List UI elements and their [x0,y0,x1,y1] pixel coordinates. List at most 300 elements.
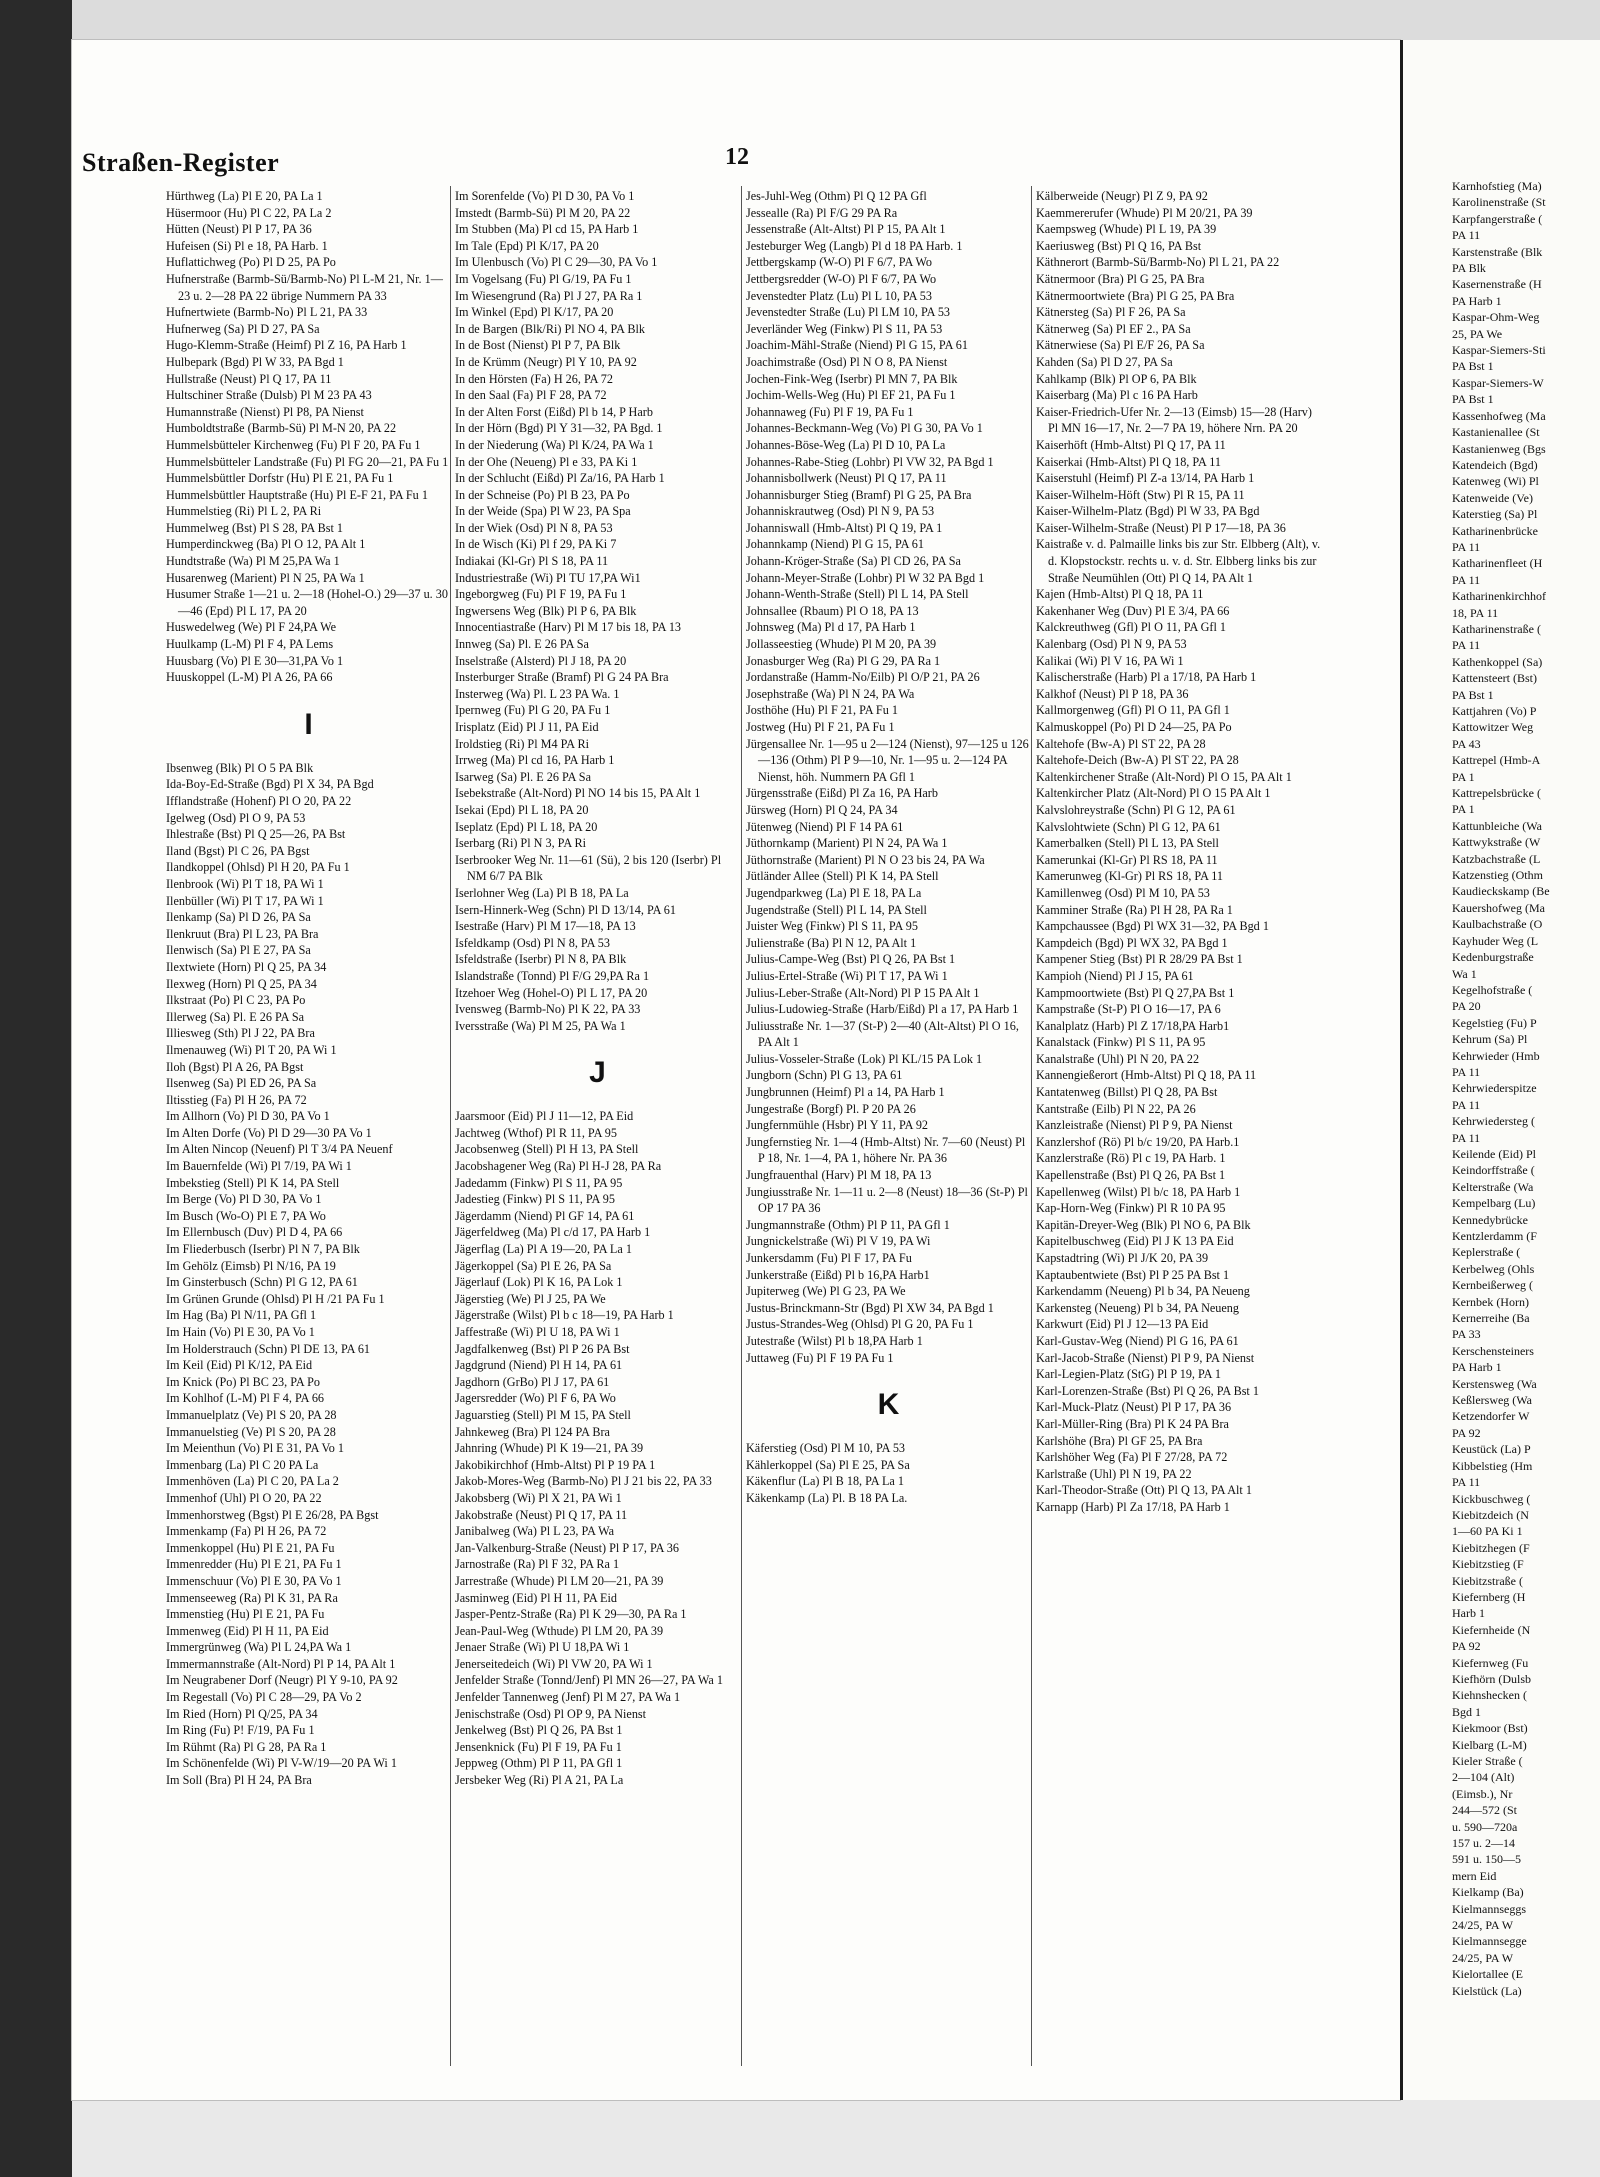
street-entry: Julienstraße (Ba) Pl N 12, PA Alt 1 [746,935,917,950]
street-entry: PA 1 [1452,802,1475,817]
street-entry: Kiekmoor (Bst) [1452,1721,1528,1736]
street-entry: Jakobikirchhof (Hmb-Altst) Pl P 19 PA 1 [455,1457,656,1472]
street-entry: Kampdeich (Bgd) Pl WX 32, PA Bgd 1 [1036,935,1228,950]
street-entry: Karl-Muck-Platz (Neust) Pl P 17, PA 36 [1036,1400,1232,1415]
street-entry: Im Soll (Bra) Pl H 24, PA Bra [166,1773,312,1788]
street-entry: Kanalstraße (Uhl) Pl N 20, PA 22 [1036,1051,1200,1066]
street-entry: Keplerstraße ( [1452,1245,1521,1260]
street-entry: Kattwykstraße (W [1452,835,1541,850]
street-entry: Im Hag (Ba) Pl N/11, PA Gfl 1 [166,1308,317,1323]
street-entry: Jägerstraße (Wilst) Pl b c 18—19, PA Harb 1 [455,1308,674,1323]
street-entry: Juliusstraße Nr. 1—37 (St-P) 2—40 (Alt-Altst) Pl O 16, PA Alt 1 [746,1018,1019,1050]
street-entry: Jugendparkweg (La) Pl E 18, PA La [746,885,922,900]
street-entry: PA 11 [1452,1130,1481,1145]
entry-list-j-cont [746,188,1031,1366]
street-entry: Ilsenweg (Sa) Pl ED 26, PA Sa [166,1076,317,1091]
street-entry: Johannisburger Stieg (Bramf) Pl G 25, PA Bra [746,487,972,502]
street-entry: Innocentiastraße (Harv) Pl M 17 bis 18, PA 13 [455,620,682,635]
street-entry: Isebekstraße (Alt-Nord) Pl NO 14 bis 15, PA Alt 1 [455,786,701,801]
street-entry: Kapstadtring (Wi) Pl J/K 20, PA 39 [1036,1251,1209,1265]
street-entry: Im Ginsterbusch (Schn) Pl G 12, PA 61 [166,1275,358,1290]
street-entry: Kielkamp (Ba) [1452,1885,1524,1900]
street-entry: Kampmoortwiete (Bst) Pl Q 27,PA Bst 1 [1036,985,1235,1000]
street-entry: Iroldstieg (Ri) Pl M4 PA Ri [455,736,589,751]
street-entry: Jollasseestieg (Whude) Pl M 20, PA 39 [746,637,937,652]
street-entry: Kätnersteg (Sa) Pl F 26, PA Sa [1036,305,1186,320]
street-entry: Kaptaubentwiete (Bst) Pl P 25 PA Bst 1 [1036,1267,1230,1282]
street-entry: Juister Weg (Finkw) Pl S 11, PA 95 [746,919,918,934]
street-entry: Kielmannsegge [1452,1934,1527,1949]
street-entry: Hütten (Neust) Pl P 17, PA 36 [166,222,312,237]
street-entry: Ilenkruut (Bra) Pl L 23, PA Bra [166,926,319,941]
street-entry: PA 11 [1452,228,1481,243]
street-entry: Immenseeweg (Ra) Pl K 31, PA Ra [166,1590,338,1605]
street-entry: Illiesweg (Sth) Pl J 22, PA Bra [166,1026,315,1041]
street-entry: Ibsenweg (Blk) Pl O 5 PA Blk [166,760,314,775]
street-entry: Johannaweg (Fu) Pl F 19, PA Fu 1 [746,404,914,419]
street-entry: Karnhofstieg (Ma) [1452,179,1542,193]
street-entry: Kaudieckskamp (Be [1452,884,1550,899]
street-entry: Kajen (Hmb-Altst) Pl Q 18, PA 11 [1036,587,1204,602]
entry-list-j [455,1108,740,1788]
street-entry: Im Tale (Epd) Pl K/17, PA 20 [455,238,599,253]
street-entry: PA Harb 1 [1452,1360,1502,1375]
entry-list-k-cont [1036,188,1321,1516]
street-entry: Kattrepelsbrücke ( [1452,786,1541,801]
street-entry: u. 590—720a [1452,1819,1518,1834]
street-entry: Iloh (Bgst) Pl A 26, PA Bgst [166,1059,304,1074]
street-entry: Iserbrooker Weg Nr. 11—61 (Sü), 2 bis 120 (Iserbr) Pl NM 6/7 PA Blk [455,852,722,884]
street-entry: Jägerdamm (Niend) Pl GF 14, PA 61 [455,1208,635,1223]
street-entry: Kahden (Sa) Pl D 27, PA Sa [1036,354,1173,369]
street-entry: Jesteburger Weg (Langb) Pl d 18 PA Harb. 1 [746,238,963,253]
street-entry: Katendeich (Bgd) [1452,457,1538,472]
street-entry: Jan-Valkenburg-Straße (Neust) Pl P 17, PA 36 [455,1540,679,1555]
street-entry: Johannes-Beckmann-Weg (Vo) Pl G 30, PA Vo 1 [746,421,983,436]
column-1 [166,188,451,1789]
street-entry: Jettbergskamp (W-O) Pl F 6/7, PA Wo [746,255,933,270]
street-entry: Kamerunkai (Kl-Gr) Pl RS 18, PA 11 [1036,852,1218,867]
street-entry: Katzenstieg (Othm [1452,868,1543,883]
street-entry: In der Ohe (Neueng) Pl e 33, PA Ki 1 [455,454,638,469]
street-entry: Hugo-Klemm-Straße (Heimf) Pl Z 16, PA Harb 1 [166,338,407,353]
street-entry: Karl-Müller-Ring (Bra) Pl K 24 PA Bra [1036,1416,1229,1431]
street-entry: Hüsermoor (Hu) Pl C 22, PA La 2 [166,205,332,220]
street-entry: Kayhuder Weg (L [1452,933,1539,948]
street-entry: Im Knick (Po) Pl BC 23, PA Po [166,1374,320,1389]
street-entry: Jenkelweg (Bst) Pl Q 26, PA Bst 1 [455,1723,623,1738]
street-entry: Katenweide (Ve) [1452,490,1533,505]
column-4 [1036,188,1321,1516]
street-entry: Kiebitzdeich (N [1452,1507,1529,1522]
street-entry: Kielbarg (L-M) [1452,1737,1527,1752]
street-entry: Hullstraße (Neust) Pl Q 17, PA 11 [166,371,332,386]
street-entry: Humboldtstraße (Barmb-Sü) Pl M-N 20, PA 22 [166,421,397,436]
section-letter-i: I [304,707,313,741]
street-entry: PA Bst 1 [1452,392,1494,407]
street-entry: Käkenkamp (La) Pl. B 18 PA La. [746,1490,908,1505]
street-entry: Jupiterweg (We) Pl G 23, PA We [746,1284,906,1299]
street-entry: PA 11 [1452,1064,1481,1079]
street-entry: Julius-Leber-Straße (Alt-Nord) Pl P 15 PA Alt 1 [746,985,980,1000]
street-entry: Kätnerwiese (Sa) Pl E/F 26, PA Sa [1036,338,1205,353]
street-entry: Kampener Stieg (Bst) Pl R 28/29 PA Bst 1 [1036,952,1243,967]
street-entry: Jes-Juhl-Weg (Othm) Pl Q 12 PA Gfl [746,189,927,203]
street-entry: Johannkamp (Niend) Pl G 15, PA 61 [746,537,924,552]
street-entry: Immenbarg (La) Pl C 20 PA La [166,1457,319,1472]
street-entry: Kalckreuthweg (Gfl) Pl O 11, PA Gfl 1 [1036,620,1227,635]
street-entry: Huuskoppel (L-M) Pl A 26, PA 66 [166,670,333,685]
street-entry: Jägerstieg (We) Pl J 25, PA We [455,1291,606,1306]
street-entry: Jacobsenweg (Stell) Pl H 13, PA Stell [455,1142,639,1157]
street-entry: Kampioh (Niend) Pl J 15, PA 61 [1036,968,1194,983]
street-entry: Kanzlerstraße (Rö) Pl c 19, PA Harb. 1 [1036,1151,1226,1166]
street-entry: Karkensteg (Neueng) Pl b 34, PA Neueng [1036,1300,1239,1315]
street-entry: Im Hain (Vo) Pl E 30, PA Vo 1 [166,1325,315,1339]
street-entry: PA Blk [1452,261,1486,276]
street-entry: Jürgensstraße (Eißd) Pl Za 16, PA Harb [746,786,938,801]
street-entry: Ketzendorfer W [1452,1409,1530,1424]
street-entry: Junkersdamm (Fu) Pl F 17, PA Fu [746,1251,912,1265]
street-entry: In de Bost (Nienst) Pl P 7, PA Blk [455,338,621,353]
street-entry: Kaiser-Wilhelm-Platz (Bgd) Pl W 33, PA Bgd [1036,504,1260,519]
street-entry: Kentzlerdamm (F [1452,1229,1537,1243]
street-entry: Kälberweide (Neugr) Pl Z 9, PA 92 [1036,189,1208,203]
street-entry: (Eimsb.), Nr [1452,1786,1513,1801]
street-entry: Jasminweg (Eid) Pl H 11, PA Eid [455,1590,617,1605]
street-entry: Ilenwisch (Sa) Pl E 27, PA Sa [166,943,311,958]
street-entry: Ilenbrook (Wi) Pl T 18, PA Wi 1 [166,876,324,891]
street-entry: Jostweg (Hu) Pl F 21, PA Fu 1 [746,720,895,734]
street-entry: Kallmorgenweg (Gfl) Pl O 11, PA Gfl 1 [1036,703,1230,718]
street-entry: Kählerkoppel (Sa) Pl E 25, PA Sa [746,1457,910,1472]
street-entry: Industriestraße (Wi) Pl TU 17,PA Wi1 [455,570,641,585]
street-entry: Jungborn (Schn) Pl G 13, PA 61 [746,1068,903,1083]
street-entry: Katerstieg (Sa) Pl [1452,507,1538,522]
street-entry: Karlstraße (Uhl) Pl N 19, PA 22 [1036,1466,1192,1481]
street-entry: Immermannstraße (Alt-Nord) Pl P 14, PA Alt 1 [166,1656,396,1671]
street-entry: Käkenflur (La) Pl B 18, PA La 1 [746,1474,904,1489]
street-entry: Karl-Jacob-Straße (Nienst) Pl P 9, PA Nienst [1036,1350,1255,1365]
street-entry: Jadedamm (Finkw) Pl S 11, PA 95 [455,1175,623,1190]
street-entry: PA Harb 1 [1452,293,1502,308]
street-entry: Im Vogelsang (Fu) Pl G/19, PA Fu 1 [455,271,632,286]
street-entry: Kaiser-Wilhelm-Straße (Neust) Pl P 17—18, PA 36 [1036,520,1286,535]
street-entry: Kielmannseggs [1452,1901,1526,1916]
street-entry: Keindorffstraße ( [1452,1163,1535,1178]
street-entry: Iversstraße (Wa) Pl M 25, PA Wa 1 [455,1018,626,1033]
street-entry: Hummelstieg (Ri) Pl L 2, PA Ri [166,504,322,519]
street-entry: Kerschensteiners [1452,1343,1534,1358]
street-entry: 18, PA 11 [1452,605,1499,620]
street-entry: Jagdhorn (GrBo) Pl J 17, PA 61 [455,1374,610,1389]
street-entry: Husumer Straße 1—21 u. 2—18 (Hohel-O.) 29—37 u. 30—46 (Epd) Pl L 17, PA 20 [166,587,448,618]
scan-top-margin [0,0,1600,42]
street-entry: Husarenweg (Marient) Pl N 25, PA Wa 1 [166,570,365,585]
street-entry: Kelterstraße (Wa [1452,1179,1534,1194]
street-entry: Kamillenweg (Osd) Pl M 10, PA 53 [1036,885,1210,900]
street-entry: Jungfernstieg Nr. 1—4 (Hmb-Altst) Nr. 7—60 (Neust) Pl P 18, Nr. 1—4, PA 1, höhere Nr. PA 36 [746,1134,1026,1166]
street-entry: Kaltenkircher Platz (Alt-Nord) Pl O 15 PA Alt 1 [1036,786,1271,801]
street-entry: In de Wisch (Ki) Pl f 29, PA Ki 7 [455,537,617,552]
street-entry: Kaiserkai (Hmb-Altst) Pl Q 18, PA 11 [1036,454,1221,469]
street-entry: Im Rühmt (Ra) Pl G 28, PA Ra 1 [166,1739,327,1754]
street-entry: Jenerseitedeich (Wi) Pl VW 20, PA Wi 1 [455,1656,653,1671]
street-entry: Jungfrauenthal (Harv) Pl M 18, PA 13 [746,1168,932,1183]
street-entry: Hultschiner Straße (Dulsb) Pl M 23 PA 43 [166,388,372,403]
street-entry: Jordanstraße (Hamm-No/Eilb) Pl O/P 21, PA 26 [746,670,980,685]
street-entry: Kegelhofstraße ( [1452,982,1533,997]
page-number: 12 [725,144,749,170]
street-entry: Jahnkeweg (Bra) Pl 124 PA Bra [455,1424,610,1439]
street-entry: Insterweg (Wa) Pl. L 23 PA Wa. 1 [455,686,620,701]
street-entry: Immenstieg (Hu) Pl E 21, PA Fu [166,1607,325,1622]
street-entry: Harb 1 [1452,1606,1485,1621]
street-entry: Kalmuskoppel (Po) Pl D 24—25, PA Po [1036,720,1232,734]
street-entry: In der Niederung (Wa) Pl K/24, PA Wa 1 [455,437,654,452]
street-entry: Janibalweg (Wa) Pl L 23, PA Wa [455,1524,615,1539]
street-entry: Jägerlauf (Lok) Pl K 16, PA Lok 1 [455,1275,623,1290]
street-entry: Jungestraße (Borgf) Pl. P 20 PA 26 [746,1101,916,1116]
street-entry: Jaguarstieg (Stell) Pl M 15, PA Stell [455,1407,631,1422]
street-entry: In der Schneise (Po) Pl B 23, PA Po [455,487,630,502]
street-entry: Kalikai (Wi) Pl V 16, PA Wi 1 [1036,653,1184,668]
street-entry: Kaiserstuhl (Heimf) Pl Z-a 13/14, PA Harb 1 [1036,471,1255,486]
street-entry: Im Wiesengrund (Ra) Pl J 27, PA Ra 1 [455,288,643,303]
street-entry: PA 11 [1452,1097,1481,1112]
street-entry: Jaffestraße (Wi) Pl U 18, PA Wi 1 [455,1325,620,1339]
street-entry: Kantatenweg (Billst) Pl Q 28, PA Bst [1036,1085,1218,1100]
street-entry: Jessenstraße (Alt-Altst) Pl P 15, PA Alt 1 [746,222,946,237]
street-entry: Kiebitzstieg (F [1452,1557,1524,1572]
street-entry: Kannengießerort (Hmb-Altst) Pl Q 18, PA 11 [1036,1068,1257,1083]
column-divider [1031,186,1032,2066]
street-entry: PA 43 [1452,736,1481,751]
street-entry: Iserlohner Weg (La) Pl B 18, PA La [455,885,629,900]
street-entry: Johnsallee (Rbaum) Pl O 18, PA 13 [746,603,919,618]
street-entry: PA 33 [1452,1327,1481,1342]
entry-list-i [166,760,451,1789]
street-entry: Im Gehölz (Eimsb) Pl N/16, PA 19 [166,1258,336,1273]
street-entry: Kiehnshecken ( [1452,1688,1527,1703]
street-entry: Jutestraße (Wilst) Pl b 18,PA Harb 1 [746,1333,923,1348]
street-entry: Jevenstedter Platz (Lu) Pl L 10, PA 53 [746,288,932,303]
street-entry: Imbekstieg (Stell) Pl K 14, PA Stell [166,1175,340,1190]
street-entry: Im Berge (Vo) Pl D 30, PA Vo 1 [166,1192,322,1207]
street-entry: Hummelsbüttler Dorfstr (Hu) Pl E 21, PA Fu 1 [166,471,394,486]
street-entry: Karolinenstraße (St [1452,195,1546,210]
street-entry: Junkerstraße (Eißd) Pl b 16,PA Harb1 [746,1267,930,1282]
street-entry: Inselstraße (Alsterd) Pl J 18, PA 20 [455,653,627,668]
street-entry: Kätnerweg (Sa) Pl EF 2., PA Sa [1036,321,1191,336]
street-entry: Kanalplatz (Harb) Pl Z 17/18,PA Harb1 [1036,1018,1230,1033]
street-entry: Kiefernweg (Fu [1452,1655,1529,1670]
street-entry: Im Holderstrauch (Schn) Pl DE 13, PA 61 [166,1341,371,1356]
street-entry: Kaiser-Wilhelm-Höft (Stw) Pl R 15, PA 11 [1036,487,1245,502]
street-entry: Huusbarg (Vo) Pl E 30—31,PA Vo 1 [166,653,344,668]
street-entry: Kapitän-Dreyer-Weg (Blk) Pl NO 6, PA Blk [1036,1217,1251,1232]
street-entry: Ingeborgweg (Fu) Pl F 19, PA Fu 1 [455,587,627,602]
street-entry: Iseplatz (Epd) Pl L 18, PA 20 [455,819,598,834]
street-entry: Juttaweg (Fu) Pl F 19 PA Fu 1 [746,1350,894,1365]
street-entry: Kattjahren (Vo) P [1452,704,1537,718]
street-entry: Kamerunweg (Kl-Gr) Pl RS 18, PA 11 [1036,869,1223,884]
street-entry: Jonasburger Weg (Ra) Pl G 29, PA Ra 1 [746,653,941,668]
street-entry: Kanzlershof (Rö) Pl b/c 19/20, PA Harb.1 [1036,1134,1240,1149]
facing-page-column [1452,178,1600,1999]
street-entry: Immenhorstweg (Bgst) Pl E 26/28, PA Bgst [166,1507,379,1522]
street-entry: Insterburger Straße (Bramf) Pl G 24 PA Bra [455,670,669,685]
street-entry: Kattunbleiche (Wa [1452,818,1542,833]
street-entry: Imstedt (Barmb-Sü) Pl M 20, PA 22 [455,205,631,220]
street-entry: Hummelsbütteler Landstraße (Fu) Pl FG 20—21, PA Fu 1 [166,454,449,469]
column-2 [455,188,740,1789]
street-entry: Im Ring (Fu) P! F/19, PA Fu 1 [166,1723,315,1738]
street-entry: Kieler Straße ( [1452,1754,1523,1768]
street-entry: Kastanienallee (St [1452,425,1540,440]
street-entry: Kaulbachstraße (O [1452,917,1543,932]
street-entry: Jakobsberg (Wi) Pl X 21, PA Wi 1 [455,1490,622,1505]
street-entry: Josephstraße (Wa) Pl N 24, PA Wa [746,686,915,701]
scan-left-border [0,0,72,2177]
street-entry: Kedenburgstraße [1452,950,1534,965]
street-entry: Kehrwiederspitze [1452,1081,1537,1096]
street-entry: Jean-Paul-Weg (Wthude) Pl LM 20, PA 39 [455,1623,664,1638]
street-entry: Kaspar-Siemers-Sti [1452,343,1546,358]
street-entry: Kiebitzhegen (F [1452,1540,1530,1555]
street-entry: Im Allhorn (Vo) Pl D 30, PA Vo 1 [166,1109,330,1124]
street-entry: Im Bauernfelde (Wi) Pl 7/19, PA Wi 1 [166,1159,352,1174]
street-entry: Kaltenkirchener Straße (Alt-Nord) Pl O 15, PA Alt 1 [1036,769,1292,784]
street-entry: Jenischstraße (Osd) Pl OP 9, PA Nienst [455,1706,647,1721]
street-entry: Keßlersweg (Wa [1452,1393,1532,1408]
street-entry: Jugendstraße (Stell) Pl L 14, PA Stell [746,902,927,917]
street-entry: In der Alten Forst (Eißd) Pl b 14, P Harb [455,404,653,419]
street-entry: Karkendamm (Neueng) Pl b 34, PA Neueng [1036,1284,1250,1299]
street-entry: Kapellenstraße (Bst) Pl Q 26, PA Bst 1 [1036,1168,1226,1183]
street-entry: Humperdinckweg (Ba) Pl O 12, PA Alt 1 [166,537,366,552]
street-entry: Kapitelbuschweg (Eid) Pl J K 13 PA Eid [1036,1234,1234,1249]
street-entry: Kernbeißerweg ( [1452,1278,1533,1293]
street-entry: Ifflandstraße (Hohenf) Pl O 20, PA 22 [166,794,352,808]
street-entry: Im Ried (Horn) Pl Q/25, PA 34 [166,1706,318,1721]
street-entry: Kalkhof (Neust) Pl P 18, PA 36 [1036,686,1189,701]
street-entry: Wa 1 [1452,966,1477,981]
street-entry: Jägerkoppel (Sa) Pl E 26, PA Sa [455,1258,612,1273]
street-entry: Immenschuur (Vo) Pl E 30, PA Vo 1 [166,1573,342,1588]
street-entry: Johannisbollwerk (Neust) Pl Q 17, PA 11 [746,471,947,486]
street-entry: Im Regestall (Vo) Pl C 28—29, PA Vo 2 [166,1690,362,1705]
street-entry: Kalischerstraße (Harb) Pl a 17/18, PA Harb 1 [1036,670,1257,685]
street-entry: Im Fliederbusch (Iserbr) Pl N 7, PA Blk [166,1242,360,1257]
street-entry: Karl-Gustav-Weg (Niend) Pl G 16, PA 61 [1036,1333,1239,1348]
street-entry: Irisplatz (Eid) Pl J 11, PA Eid [455,720,599,734]
section-letter-j: J [589,1056,606,1090]
street-entry: Julius-Ludowieg-Straße (Harb/Eißd) Pl a 17, PA Harb 1 [746,1002,1019,1017]
street-entry: Isfeldkamp (Osd) Pl N 8, PA 53 [455,935,610,950]
street-entry: Kehrwiedersteg ( [1452,1114,1535,1129]
street-entry: Hufnertwiete (Barmb-No) Pl L 21, PA 33 [166,305,368,320]
street-entry: Jochim-Wells-Weg (Hu) Pl EF 21, PA Fu 1 [746,388,956,403]
street-entry: Josthöhe (Hu) Pl F 21, PA Fu 1 [746,703,898,718]
street-entry: Jettbergsredder (W-O) Pl F 6/7, PA Wo [746,271,937,286]
street-entry: Jütländer Allee (Stell) Pl K 14, PA Stell [746,869,939,884]
street-entry: Kattensteert (Bst) [1452,671,1537,686]
street-entry: Karkwurt (Eid) Pl J 12—13 PA Eid [1036,1317,1209,1332]
street-entry: PA Bst 1 [1452,687,1494,702]
street-entry: Kaemmererufer (Whude) Pl M 20/21, PA 39 [1036,205,1253,220]
street-entry: Kaspar-Ohm-Weg [1452,310,1540,325]
street-entry: Iltisstieg (Fa) Pl H 26, PA 72 [166,1092,307,1107]
street-entry: Hürthweg (La) Pl E 20, PA La 1 [166,189,323,203]
street-entry: Kattrepel (Hmb-A [1452,753,1541,768]
street-entry: Isfeldstraße (Iserbr) Pl N 8, PA Blk [455,952,627,967]
street-entry: 244—572 (St [1452,1803,1518,1818]
street-entry: In der Weide (Spa) Pl W 23, PA Spa [455,504,631,519]
street-entry: Isern-Hinnerk-Weg (Schn) Pl D 13/14, PA 61 [455,902,676,917]
street-entry: Immanuelplatz (Ve) Pl S 20, PA 28 [166,1407,337,1422]
entry-list-k [746,1440,1031,1506]
street-entry: Kaiserbarg (Ma) Pl c 16 PA Harb [1036,388,1198,403]
street-entry: Innweg (Sa) Pl. E 26 PA Sa [455,637,589,652]
street-entry: Immenhöven (La) Pl C 20, PA La 2 [166,1474,339,1489]
street-entry: Hummelsbütteler Kirchenweg (Fu) Pl F 20, PA Fu 1 [166,437,421,452]
street-entry: Katharinenfleet (H [1452,556,1543,571]
street-entry: Johann-Wenth-Straße (Stell) Pl L 14, PA Stell [746,587,969,602]
street-entry: Ilexweg (Horn) Pl Q 25, PA 34 [166,976,317,991]
street-entry: Kassenhofweg (Ma [1452,408,1546,423]
street-entry: Jungfernmühle (Hsbr) Pl Y 11, PA 92 [746,1118,929,1133]
street-entry: Jadestieg (Finkw) Pl S 11, PA 95 [455,1192,615,1207]
street-entry: Karl-Lorenzen-Straße (Bst) Pl Q 26, PA Bst 1 [1036,1383,1259,1398]
street-entry: In de Krümm (Neugr) Pl Y 10, PA 92 [455,354,637,369]
street-entry: Johnsweg (Ma) Pl d 17, PA Harb 1 [746,620,916,635]
street-entry: Käthnerort (Barmb-Sü/Barmb-No) Pl L 21, PA 22 [1036,255,1280,270]
street-entry: In der Schlucht (Eißd) Pl Za/16, PA Harb 1 [455,471,665,486]
street-entry: Kalenbarg (Osd) Pl N 9, PA 53 [1036,637,1187,652]
street-entry: Igelweg (Osd) Pl O 9, PA 53 [166,810,306,825]
street-entry: Kauershofweg (Ma [1452,900,1545,915]
street-entry: Ivensweg (Barmb-No) Pl K 22, PA 33 [455,1002,641,1017]
street-entry: Karstenstraße (Blk [1452,244,1543,259]
street-entry: Kathenkoppel (Sa) [1452,654,1543,669]
street-entry: Katharinenstraße ( [1452,621,1541,636]
street-entry: PA Bst 1 [1452,359,1494,374]
street-entry: Hulbepark (Bgd) Pl W 33, PA Bgd 1 [166,354,344,369]
street-entry: Johannes-Rabe-Stieg (Lohbr) Pl VW 32, PA Bgd 1 [746,454,994,469]
street-entry: Ingwersens Weg (Blk) Pl P 6, PA Blk [455,603,637,618]
street-entry: Jacobshagener Weg (Ra) Pl H-J 28, PA Ra [455,1159,662,1174]
street-entry: Bgd 1 [1452,1704,1482,1719]
street-entry: Julius-Campe-Weg (Bst) Pl Q 26, PA Bst 1 [746,952,956,967]
street-entry: PA 92 [1452,1425,1481,1440]
street-entry: Johann-Kröger-Straße (Sa) Pl CD 26, PA Sa [746,554,961,569]
street-entry: Ihlestraße (Bst) Pl Q 25—26, PA Bst [166,827,346,842]
street-entry: Jasper-Pentz-Straße (Ra) Pl K 29—30, PA Ra 1 [455,1607,687,1622]
street-entry: 25, PA We [1452,326,1503,341]
street-entry: Julius-Ertel-Straße (Wi) Pl T 17, PA Wi 1 [746,968,948,983]
street-entry: Karl-Theodor-Straße (Ott) Pl Q 13, PA Alt 1 [1036,1483,1252,1498]
street-entry: Jagdfalkenweg (Bst) Pl P 26 PA Bst [455,1341,630,1356]
street-entry: Irrweg (Ma) Pl cd 16, PA Harb 1 [455,753,615,768]
street-entry: Keustück (La) P [1452,1442,1531,1457]
street-entry: Kehrum (Sa) Pl [1452,1032,1528,1047]
street-entry: Jungbrunnen (Heimf) Pl a 14, PA Harb 1 [746,1085,945,1100]
street-entry: Kaltehofe-Deich (Bw-A) Pl ST 22, PA 28 [1036,753,1239,768]
street-entry: Immenhof (Uhl) Pl O 20, PA 22 [166,1490,322,1505]
street-entry: Jungmannstraße (Othm) Pl P 11, PA Gfl 1 [746,1217,950,1232]
street-entry: Kaltehofe (Bw-A) Pl ST 22, PA 28 [1036,736,1206,751]
